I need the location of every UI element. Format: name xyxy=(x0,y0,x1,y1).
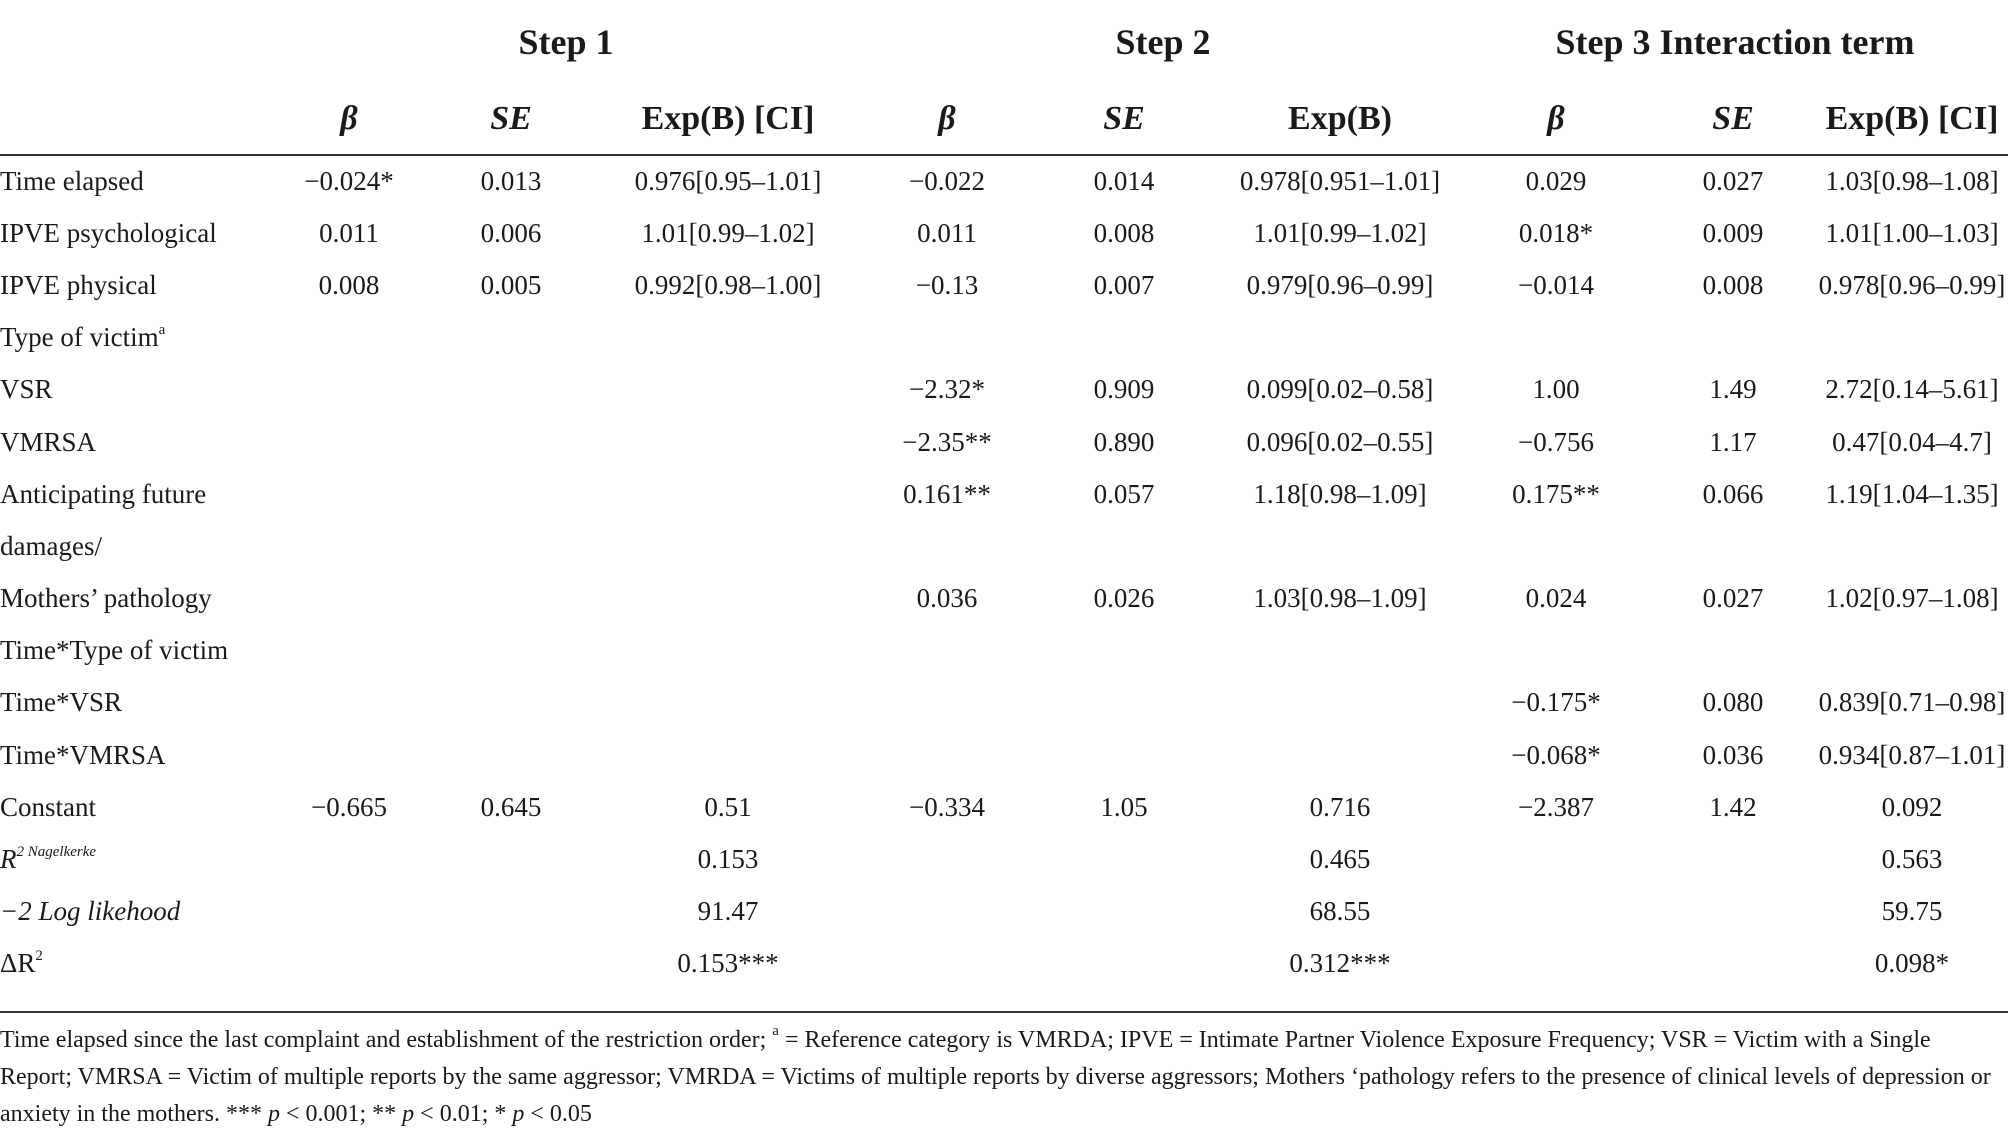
cell-s3se: 0.027 xyxy=(1702,583,1764,614)
cell-s1se xyxy=(430,468,592,520)
cell-s2se: 0.909 xyxy=(1093,374,1155,405)
cell-s2se: 0.890 xyxy=(1093,426,1155,457)
loglik-step2: 68.55 xyxy=(1309,896,1371,927)
cell-s1se xyxy=(430,416,592,468)
cell-s2e xyxy=(1218,677,1462,729)
cell-s3se xyxy=(1650,625,1816,677)
step1-se-header: SE xyxy=(430,84,592,155)
cell-s1e xyxy=(592,416,864,468)
step3-se-header: SE xyxy=(1650,84,1816,155)
r2-label: $R^{2 Nagelkerke}$ xyxy=(0,844,97,875)
cell-s3se: 0.066 xyxy=(1702,478,1764,509)
cell-s1b xyxy=(268,677,430,729)
table-footnote: Time elapsed since the last complaint and establishment of the restriction order; $^a$ = Reference category is VMRDA; IPVE = Intimate Partner Violence Exposure Frequency; VSR = Victim with a Single Report; VMRSA = Victim of multiple reports by the same aggressor; VMRDA = Victims of multiple reports by diverse aggressors; Mothers ‘pathology refers to the presence of clinical levels of depression or anxiety in the mothers. *** p < 0.001; ** p < 0.01; * p < 0.05 xyxy=(0,1023,1991,1127)
cell-s1b: 0.008 xyxy=(318,269,380,300)
row-label: damages/ xyxy=(0,530,102,561)
cell-s3se xyxy=(1650,520,1816,572)
cell-s2b: 0.161** xyxy=(903,478,991,509)
row-label: Type of victim$^a$ xyxy=(0,322,166,353)
cell-s3b: −0.068* xyxy=(1511,739,1601,770)
row-label: IPVE psychological xyxy=(0,217,217,248)
cell-s2se: 1.05 xyxy=(1100,791,1148,822)
row-label: Time*Type of victim xyxy=(0,635,229,666)
cell-s2se xyxy=(1030,677,1218,729)
cell-s1e xyxy=(592,364,864,416)
cell-s1se xyxy=(430,520,592,572)
cell-s3e: 1.03[0.98–1.08] xyxy=(1825,166,1999,197)
cell-s2e: 0.978[0.951–1.01] xyxy=(1239,166,1441,197)
cell-s2se: 0.026 xyxy=(1093,583,1155,614)
step-header-row xyxy=(0,0,2008,84)
cell-s1e: 1.01[0.99–1.02] xyxy=(641,217,815,248)
cell-s3b xyxy=(1462,312,1650,364)
table-row xyxy=(0,155,2008,207)
table-row xyxy=(0,468,2008,520)
cell-s1b: −0.024* xyxy=(304,166,394,197)
cell-s2e: 0.979[0.96–0.99] xyxy=(1246,269,1434,300)
cell-s2se: 0.014 xyxy=(1093,166,1155,197)
cell-s2b xyxy=(864,729,1030,781)
table-row xyxy=(0,625,2008,677)
cell-s1se xyxy=(430,677,592,729)
cell-s2b xyxy=(864,520,1030,572)
cell-s1e xyxy=(592,677,864,729)
cell-s3b: −2.387 xyxy=(1518,791,1594,822)
cell-s3se: 0.009 xyxy=(1702,217,1764,248)
loglik-label: −2 Log likehood xyxy=(0,896,181,927)
step3-header: Step 3 Interaction term xyxy=(1555,22,1915,62)
table-row xyxy=(0,259,2008,311)
cell-s2b: −2.35** xyxy=(902,426,992,457)
cell-s2e: 0.716 xyxy=(1309,791,1371,822)
row-label: Mothers’ pathology xyxy=(0,583,212,614)
cell-s3e: 0.839[0.71–0.98] xyxy=(1818,687,2006,718)
cell-s2b xyxy=(864,625,1030,677)
cell-s3e: 2.72[0.14–5.61] xyxy=(1825,374,1999,405)
cell-s3e: 1.19[1.04–1.35] xyxy=(1825,478,1999,509)
cell-s3se xyxy=(1650,312,1816,364)
cell-s1se: 0.013 xyxy=(480,166,542,197)
cell-s1b xyxy=(268,312,430,364)
cell-s2b: 0.036 xyxy=(916,583,978,614)
cell-s3e xyxy=(1816,520,2008,572)
cell-s3e: 1.01[1.00–1.03] xyxy=(1825,217,1999,248)
cell-s3se: 1.49 xyxy=(1709,374,1757,405)
cell-s2se xyxy=(1030,729,1218,781)
row-label: Time*VMRSA xyxy=(0,739,166,770)
cell-s3b xyxy=(1462,520,1650,572)
cell-s3se: 0.036 xyxy=(1702,739,1764,770)
table-row xyxy=(0,729,2008,781)
step1-header: Step 1 xyxy=(518,22,614,62)
cell-s3b: 0.024 xyxy=(1525,583,1587,614)
cell-s1se xyxy=(430,364,592,416)
step1-expb-header: Exp(B) [CI] xyxy=(592,84,864,155)
cell-s3se: 0.027 xyxy=(1702,166,1764,197)
cell-s2b: −0.022 xyxy=(909,166,985,197)
empty-label-header xyxy=(0,84,268,155)
cell-s3b: 0.018* xyxy=(1518,217,1594,248)
cell-s3e xyxy=(1816,625,2008,677)
cell-s2e: 0.099[0.02–0.58] xyxy=(1246,374,1434,405)
cell-s3b xyxy=(1462,625,1650,677)
step3-expb-header: Exp(B) [CI] xyxy=(1816,84,2008,155)
row-label: VSR xyxy=(0,374,53,405)
cell-s1se xyxy=(430,625,592,677)
cell-s1b xyxy=(268,729,430,781)
step1-beta-header: β xyxy=(268,84,430,155)
cell-s2b: −0.13 xyxy=(915,269,979,300)
cell-s1e: 0.51 xyxy=(704,791,752,822)
cell-s2b xyxy=(864,312,1030,364)
table-bottom-rule xyxy=(0,1011,2008,1013)
cell-s1e: 0.992[0.98–1.00] xyxy=(634,269,822,300)
cell-s2b xyxy=(864,677,1030,729)
cell-s1se xyxy=(430,312,592,364)
cell-s1b xyxy=(268,625,430,677)
step2-header: Step 2 xyxy=(1115,22,1211,62)
delta-r2-step2: 0.312*** xyxy=(1289,948,1391,979)
step2-beta-header: β xyxy=(864,84,1030,155)
cell-s3e: 1.02[0.97–1.08] xyxy=(1825,583,1999,614)
table-row xyxy=(0,312,2008,364)
cell-s1se: 0.645 xyxy=(480,791,542,822)
cell-s3e: 0.47[0.04–4.7] xyxy=(1832,426,1992,457)
cell-s2b: 0.011 xyxy=(917,217,977,248)
cell-s1e xyxy=(592,468,864,520)
cell-s3e xyxy=(1816,312,2008,364)
row-label: Anticipating future xyxy=(0,478,207,509)
cell-s1se xyxy=(430,573,592,625)
cell-s1b xyxy=(268,364,430,416)
r2-step1: 0.153 xyxy=(697,844,759,875)
cell-s1se: 0.005 xyxy=(480,269,542,300)
r2-step3: 0.563 xyxy=(1881,844,1943,875)
cell-s1se: 0.006 xyxy=(480,217,542,248)
table-row xyxy=(0,364,2008,416)
cell-s1e xyxy=(592,520,864,572)
r2-step2: 0.465 xyxy=(1309,844,1371,875)
cell-s2b: −0.334 xyxy=(909,791,985,822)
cell-s1e: 0.976[0.95–1.01] xyxy=(634,166,822,197)
loglik-step1: 91.47 xyxy=(697,896,759,927)
cell-s1b: −0.665 xyxy=(311,791,387,822)
r2-nagelkerke-row xyxy=(0,833,2008,885)
delta-r2-step3: 0.098* xyxy=(1874,948,1950,979)
cell-s2se: 0.057 xyxy=(1093,478,1155,509)
cell-s2se: 0.007 xyxy=(1093,269,1155,300)
row-label: Time*VSR xyxy=(0,687,123,718)
cell-s2e xyxy=(1218,520,1462,572)
row-label: Time elapsed xyxy=(0,166,144,197)
cell-s2se: 0.008 xyxy=(1093,217,1155,248)
cell-s1b xyxy=(268,573,430,625)
cell-s3b: −0.175* xyxy=(1511,687,1601,718)
cell-s2e xyxy=(1218,625,1462,677)
cell-s3b: 0.029 xyxy=(1525,166,1587,197)
cell-s3b: −0.756 xyxy=(1518,426,1594,457)
step2-se-header: SE xyxy=(1030,84,1218,155)
cell-s2se xyxy=(1030,625,1218,677)
delta-r2-label: $\Delta R^2$ xyxy=(0,948,43,979)
cell-s3e: 0.978[0.96–0.99] xyxy=(1818,269,2006,300)
cell-s3e: 0.934[0.87–1.01] xyxy=(1818,739,2006,770)
cell-s1e xyxy=(592,573,864,625)
cell-s2e xyxy=(1218,729,1462,781)
cell-s2b: −2.32* xyxy=(909,374,985,405)
cell-s2e: 1.18[0.98–1.09] xyxy=(1253,478,1427,509)
cell-s1b: 0.011 xyxy=(319,217,379,248)
cell-s1e xyxy=(592,312,864,364)
cell-s3b: −0.014 xyxy=(1518,269,1594,300)
empty-corner xyxy=(0,0,268,84)
log-likelihood-row xyxy=(0,886,2008,938)
cell-s2e: 0.096[0.02–0.55] xyxy=(1246,426,1434,457)
table-row xyxy=(0,781,2008,833)
table-row xyxy=(0,416,2008,468)
table-row xyxy=(0,677,2008,729)
cell-s1b xyxy=(268,468,430,520)
cell-s3b: 1.00 xyxy=(1532,374,1580,405)
table-row xyxy=(0,573,2008,625)
table-row xyxy=(0,520,2008,572)
cell-s2se xyxy=(1030,312,1218,364)
cell-s3b: 0.175** xyxy=(1512,478,1600,509)
cell-s1b xyxy=(268,416,430,468)
cell-s2e xyxy=(1218,312,1462,364)
cell-s3e: 0.092 xyxy=(1881,791,1943,822)
table-body xyxy=(0,155,2008,990)
cell-s3se: 1.42 xyxy=(1709,791,1757,822)
cell-s1se xyxy=(430,729,592,781)
delta-r2-step1: 0.153*** xyxy=(677,948,779,979)
loglik-step3: 59.75 xyxy=(1881,896,1943,927)
cell-s3se: 0.008 xyxy=(1702,269,1764,300)
row-label: VMRSA xyxy=(0,426,97,457)
cell-s2e: 1.01[0.99–1.02] xyxy=(1253,217,1427,248)
row-label: Constant xyxy=(0,791,97,822)
column-header-row xyxy=(0,84,2008,155)
cell-s1e xyxy=(592,729,864,781)
step2-expb-header: Exp(B) xyxy=(1218,84,1462,155)
cell-s1b xyxy=(268,520,430,572)
step3-beta-header: β xyxy=(1462,84,1650,155)
table-row xyxy=(0,207,2008,259)
cell-s1e xyxy=(592,625,864,677)
cell-s2se xyxy=(1030,520,1218,572)
cell-s3se: 1.17 xyxy=(1709,426,1757,457)
cell-s2e: 1.03[0.98–1.09] xyxy=(1253,583,1427,614)
row-label: IPVE physical xyxy=(0,269,157,300)
delta-r2-row xyxy=(0,938,2008,990)
cell-s3se: 0.080 xyxy=(1702,687,1764,718)
